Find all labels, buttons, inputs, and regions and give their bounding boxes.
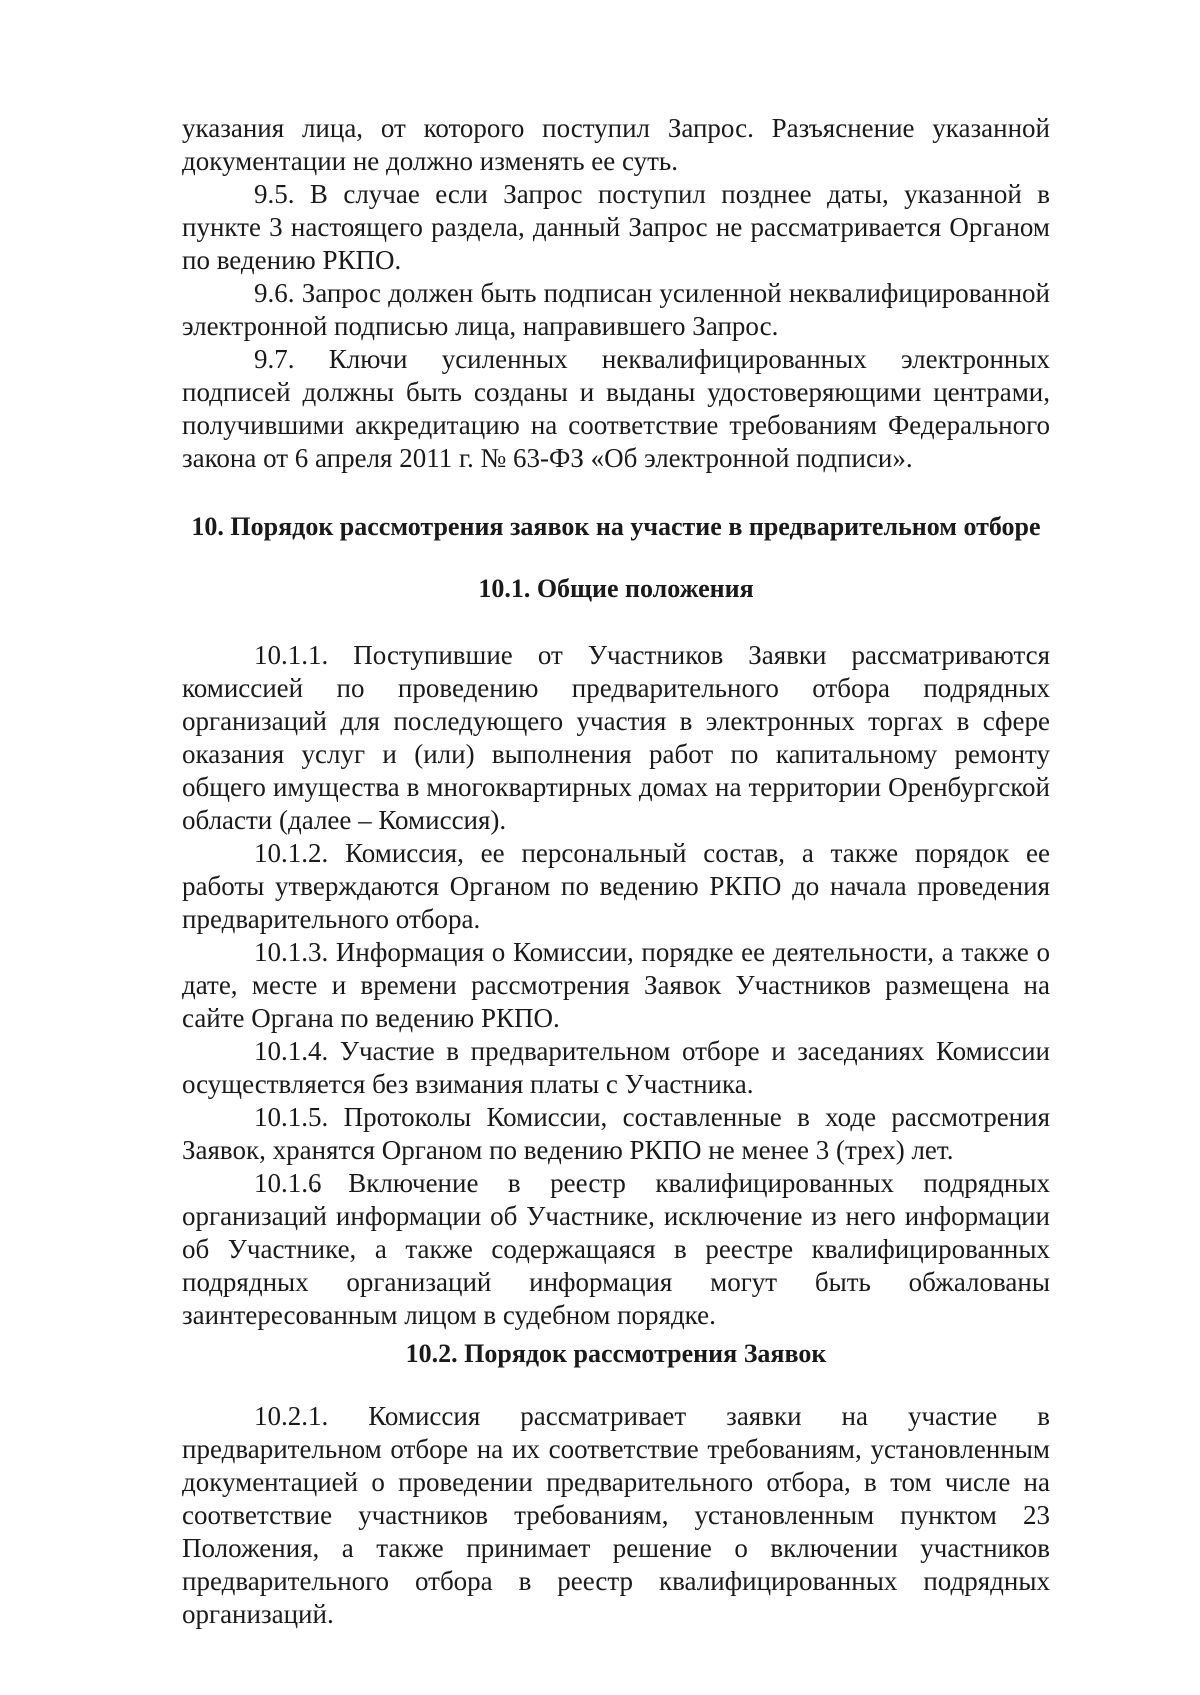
paragraph-10-1-6 [182,1167,1050,1332]
paragraph-10-1-3: 10.1.3. Информация о Комиссии, порядке ее деятельности, а также о дате, месте и времени рассмотрения Заявок Участников размещена на сайте Органа по ведению РКПО. [182,937,1050,1033]
paragraph-10-1-5: 10.1.5. Протоколы Комиссии, составленные в ходе рассмотрения Заявок, хранятся Органом по ведению РКПО не менее 3 (трех) лет. [182,1102,1050,1165]
section-10-2-heading: 10.2. Порядок рассмотрения Заявок [405,1339,827,1368]
paragraph-10-1-6-number: 10.1.6 [254,1168,322,1198]
paragraph-continuation: указания лица, от которого поступил Запрос. Разъяснение указанной документации не должно изменять ее суть. [182,113,1050,176]
paragraph-9-6: 9.6. Запрос должен быть подписан усиленной неквалифицированной электронной подписью лица, направившего Запрос. [182,278,1050,341]
paragraph-10-2-1: 10.2.1. Комиссия рассматривает заявки на участие в предварительном отборе на их соответствие требованиям, установленным документацией о проведении предварительного отбора, в том числе на соответствие участников требованиям, установленным пунктом 23 Положения, а также принимает решение о включении участников предварительного отбора в реестр квалифицированных подрядных организаций. [182,1401,1050,1629]
paragraph-9-7: 9.7. Ключи усиленных неквалифицированных электронных подписей должны быть созданы и выданы удостоверяющими центрами, получившими аккредитацию на соответствие требованиям Федерального закона от 6 апреля 2011 г. № 63-ФЗ «Об электронной подписи». [182,344,1050,473]
section-10-1-heading: 10.1. Общие положения [478,574,754,603]
paragraph-10-1-2: 10.1.2. Комиссия, ее персональный состав, а также порядок ее работы утверждаются Органом по ведению РКПО до начала проведения предварительного отбора. [182,838,1050,934]
paragraph-10-1-4: 10.1.4. Участие в предварительном отборе и заседаниях Комиссии осуществляется без взимания платы с Участника. [182,1036,1050,1099]
section-10-heading: 10. Порядок рассмотрения заявок на участие в предварительном отборе [191,512,1041,541]
paragraph-10-1-6-text: . Включение в реестр квалифицированных подрядных организаций информации об Участнике, исключение из него информации об Участнике, а также содержащаяся в реестре квалифицированных подрядных организаций информация могут быть обжалованы заинтересованным лицом в судебном порядке. [182,1168,1050,1330]
paragraph-10-1-1: 10.1.1. Поступившие от Участников Заявки рассматриваются комиссией по проведению предварительного отбора подрядных организаций для последующего участия в электронных торгах в сфере оказания услуг и (или) выполнения работ по капитальному ремонту общего имущества в многоквартирных домах на территории Оренбургской области (далее – Комиссия). [182,640,1050,835]
paragraph-9-5: 9.5. В случае если Запрос поступил позднее даты, указанной в пункте 3 настоящего раздела, данный Запрос не рассматривается Органом по ведению РКПО. [182,179,1050,275]
